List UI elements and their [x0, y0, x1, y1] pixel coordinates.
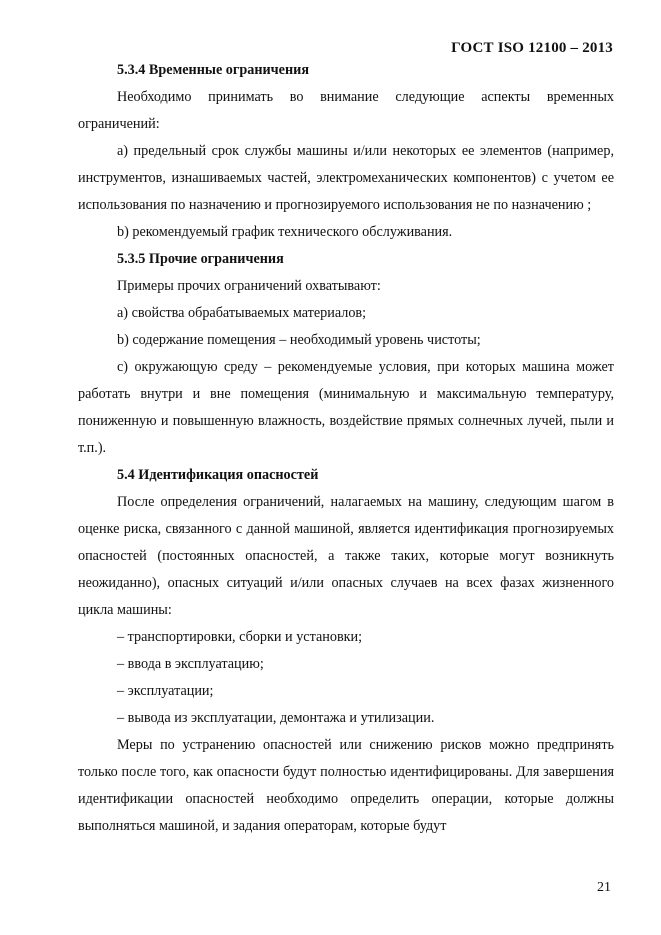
page-header: ГОСТ ISO 12100 – 2013	[451, 40, 613, 56]
paragraph: Необходимо принимать во внимание следующие аспекты временных ограничений:	[78, 89, 614, 132]
list-item: b) рекомендуемый график технического обслуживания.	[117, 224, 453, 240]
list-item: a) свойства обрабатываемых материалов;	[117, 305, 367, 321]
list-item: – вывода из эксплуатации, демонтажа и утилизации.	[117, 710, 435, 726]
list-item: b) содержание помещения – необходимый уровень чистоты;	[117, 332, 481, 348]
section-heading-5-3-5: 5.3.5 Прочие ограничения	[117, 251, 284, 267]
page-number: 21	[597, 880, 611, 895]
list-item: c) окружающую среду – рекомендуемые условия, при которых машина может работать внутри и вне помещения (минимальную и максимальную температуру, пониженную и повышенную влажность, воздействие прямых солнечных лучей, пыли и т.п.).	[78, 359, 614, 456]
list-item: – эксплуатации;	[117, 683, 214, 699]
paragraph: Меры по устранению опасностей или снижению рисков можно предпринять только после того, как опасности будут полностью идентифицированы. Для завершения идентификации опасностей необходимо определить операции, которые должны выполняться машиной, и задания операторам, которые будут	[78, 737, 614, 834]
list-item: – транспортировки, сборки и установки;	[117, 629, 363, 645]
list-item: – ввода в эксплуатацию;	[117, 656, 264, 672]
list-item: a) предельный срок службы машины и/или некоторых ее элементов (например, инструментов, изнашиваемых частей, электромеханических компонентов) с учетом ее использования по назначению и прогнозируемого использования не по назначению ;	[78, 143, 614, 213]
paragraph: После определения ограничений, налагаемых на машину, следующим шагом в оценке риска, связанного с данной машиной, является идентификация прогнозируемых опасностей (постоянных опасностей, а также таких, которые могут возникнуть неожиданно), опасных ситуаций и/или опасных случаев на всех фазах жизненного цикла машины:	[78, 494, 614, 618]
document-body	[78, 57, 614, 840]
section-heading-5-4: 5.4 Идентификация опасностей	[117, 467, 319, 483]
paragraph: Примеры прочих ограничений охватывают:	[117, 278, 381, 294]
section-heading-5-3-4: 5.3.4 Временные ограничения	[117, 62, 309, 78]
